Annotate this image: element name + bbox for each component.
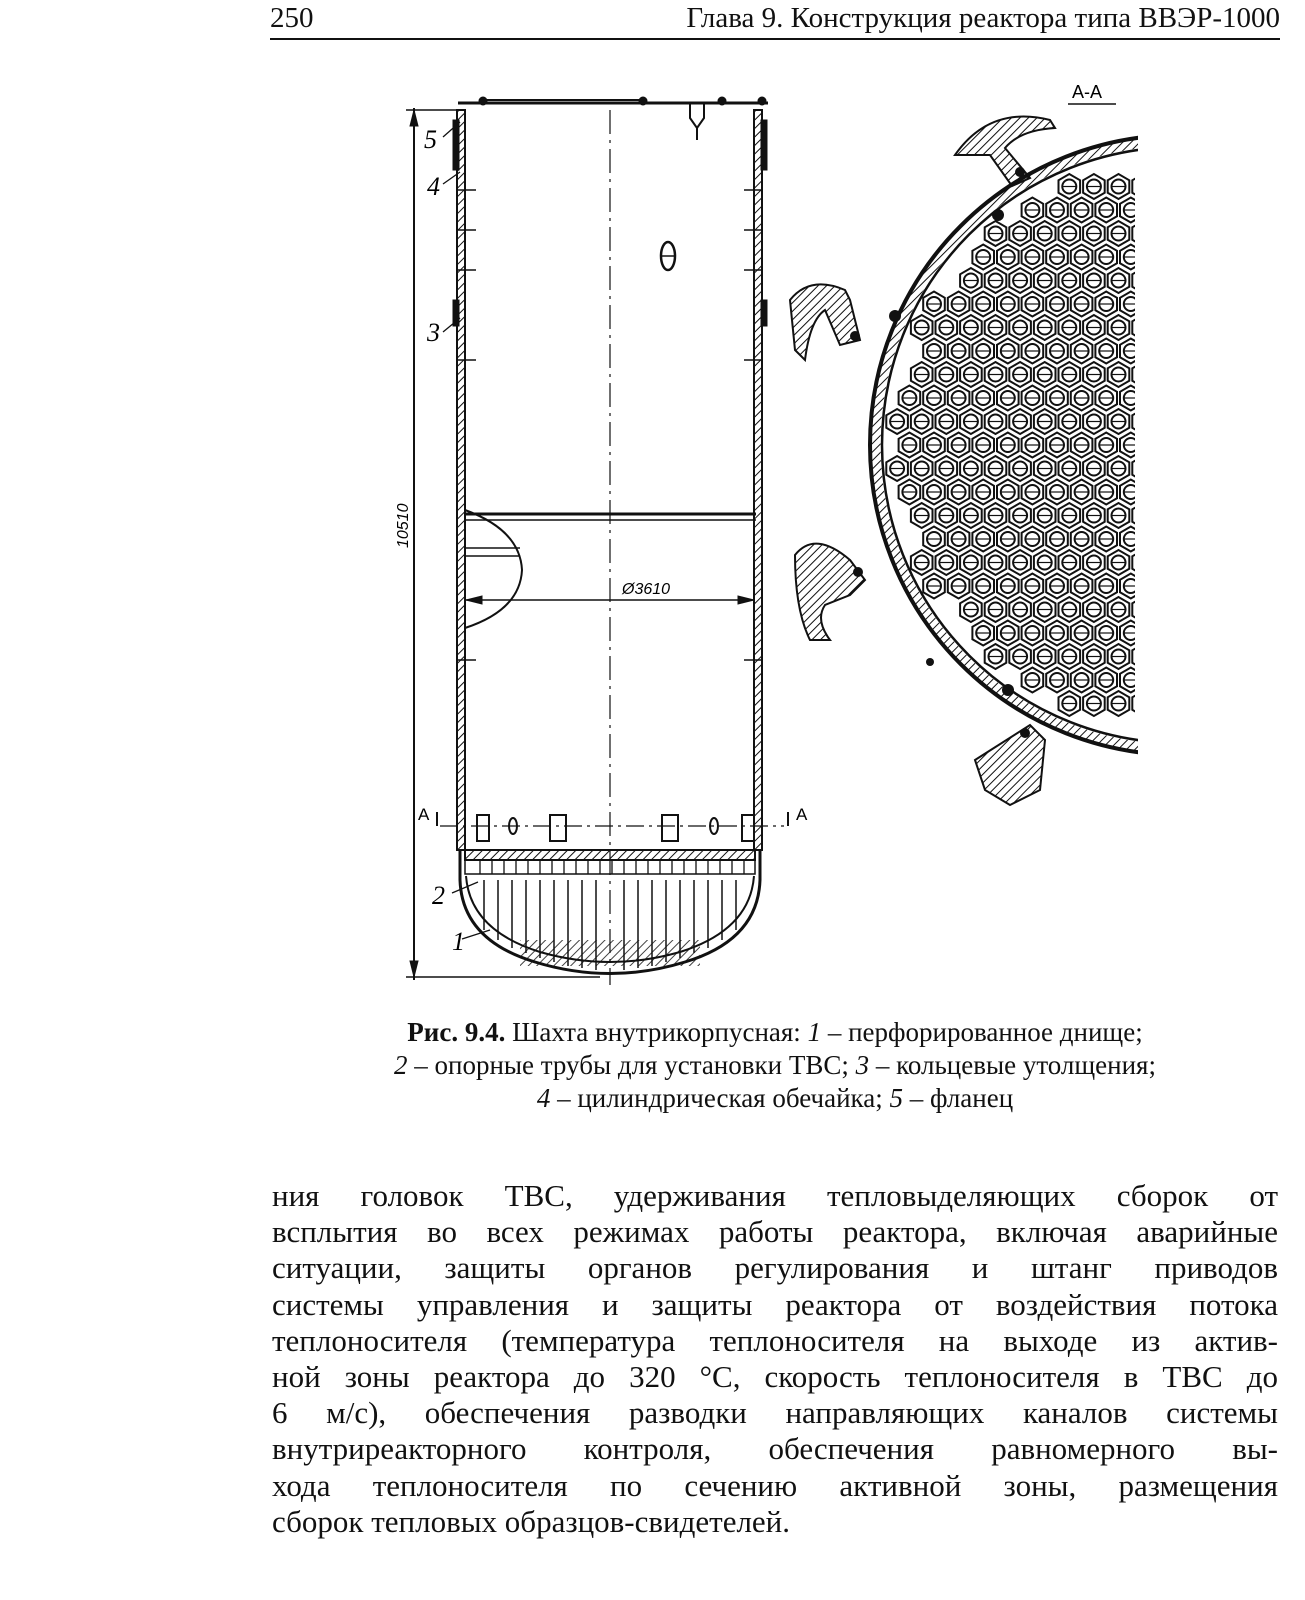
caption-figure-ref: Рис. 9.4. [407, 1017, 506, 1047]
fuel-assembly-cell [1145, 198, 1167, 223]
fuel-assembly-cell [1145, 433, 1167, 458]
fuel-assembly-cell [1132, 362, 1154, 387]
label-height-dimension: 10510 [395, 503, 412, 548]
fuel-assembly-core [1173, 579, 1187, 593]
fuel-assembly-core [1185, 603, 1199, 617]
fuel-assembly-core [1173, 626, 1187, 640]
fuel-assembly-core [1148, 626, 1162, 640]
fuel-assembly-cell [1169, 245, 1191, 270]
fuel-assembly-core [1173, 438, 1187, 452]
fuel-assembly-cell [1182, 456, 1204, 481]
fuel-assembly-core [1136, 415, 1150, 429]
fuel-assembly-cell [1157, 691, 1179, 716]
fuel-assembly-cell [1132, 174, 1154, 199]
fuel-assembly-core [1148, 297, 1162, 311]
fuel-assembly-cell [1182, 691, 1204, 716]
fuel-assembly-cell [1157, 174, 1179, 199]
fuel-assembly-cell [1145, 527, 1167, 552]
fuel-assembly-cell [1145, 668, 1167, 693]
body-line: хода теплоносителя по сечению активной зоны, размещения [272, 1467, 1278, 1503]
fuel-assembly-cell [1182, 174, 1204, 199]
fuel-assembly-core [1161, 227, 1175, 241]
fuel-assembly-cell [1169, 151, 1191, 176]
fuel-assembly-cell [1132, 315, 1154, 340]
fuel-assembly-core [1161, 180, 1175, 194]
fuel-assembly-cell [1132, 550, 1154, 575]
fuel-assembly-core [1185, 556, 1199, 570]
fuel-assembly-core [1148, 673, 1162, 687]
body-paragraph [272, 1178, 1278, 1540]
fuel-assembly-core [1173, 532, 1187, 546]
fuel-assembly-cell [1157, 644, 1179, 669]
fuel-assembly-cell [1132, 691, 1154, 716]
fuel-assembly-cell [1157, 456, 1179, 481]
fuel-assembly-cell [1132, 221, 1154, 246]
fuel-assembly-cell [1182, 597, 1204, 622]
fuel-assembly-core [1173, 156, 1187, 170]
shaft-side-view [406, 97, 788, 985]
caption-item-1: – перфорированное днище; [821, 1017, 1143, 1047]
fuel-assembly-cell [1145, 339, 1167, 364]
fuel-assembly-core [1161, 321, 1175, 335]
section-a-a-view [790, 82, 1305, 805]
fuel-assembly-core [1173, 720, 1187, 734]
label-part-4: 4 [427, 172, 440, 201]
fuel-assembly-core [1161, 509, 1175, 523]
fuel-assembly-core [1173, 203, 1187, 217]
body-line: внутриреакторного контроля, обеспечения равномерного вы- [272, 1431, 1278, 1467]
fuel-assembly-core [1136, 603, 1150, 617]
fuel-assembly-cell [1132, 644, 1154, 669]
figure-caption [270, 1016, 1280, 1115]
fuel-assembly-core [1161, 650, 1175, 664]
fuel-assembly-cell [1169, 480, 1191, 505]
fuel-assembly-cell [1145, 574, 1167, 599]
fuel-assembly-cell [1132, 597, 1154, 622]
fuel-assembly-core [1136, 368, 1150, 382]
label-section-title: А-А [1072, 82, 1103, 102]
fuel-assembly-cell [1157, 550, 1179, 575]
fuel-assembly-core [1185, 509, 1199, 523]
fuel-assembly-cell [1169, 668, 1191, 693]
body-line: сборок тепловых образцов-свидетелей. [272, 1503, 791, 1539]
label-section-left: А [418, 805, 430, 824]
fuel-assembly-core [1161, 603, 1175, 617]
fuel-assembly-cell [1182, 268, 1204, 293]
fuel-assembly-core [1161, 368, 1175, 382]
fuel-assembly-core [1173, 391, 1187, 405]
label-part-5: 5 [424, 125, 437, 154]
fuel-assembly-core [1148, 391, 1162, 405]
fuel-assembly-cell [1169, 339, 1191, 364]
fuel-assembly-core [1185, 321, 1199, 335]
label-part-2: 2 [432, 881, 445, 910]
fuel-assembly-cell [1132, 503, 1154, 528]
fuel-assembly-cell [1169, 621, 1191, 646]
fuel-assembly-cell [1182, 644, 1204, 669]
body-line: 6 м/с), обеспечения разводки направляющих каналов системы [272, 1395, 1278, 1431]
body-line: всплытия во всех режимах работы реактора, включая аварийные [272, 1214, 1278, 1250]
fuel-assembly-cell [1157, 597, 1179, 622]
fuel-assembly-cell [1157, 503, 1179, 528]
caption-num-2: 2 [394, 1050, 408, 1080]
caption-item-4: – цилиндрическая обечайка; [550, 1083, 890, 1113]
running-header [270, 2, 1280, 40]
fuel-assembly-core [1161, 697, 1175, 711]
caption-num-4: 4 [536, 1083, 551, 1113]
label-section-right: А [796, 805, 808, 824]
fuel-assembly-core [1173, 485, 1187, 499]
fuel-assembly-cell [1132, 268, 1154, 293]
fuel-assembly-cell [1157, 268, 1179, 293]
fuel-assembly-core [1136, 180, 1150, 194]
fuel-assembly-cell [1145, 621, 1167, 646]
fuel-assembly-cell [1169, 527, 1191, 552]
fuel-assembly-cell [1169, 715, 1191, 740]
fuel-assembly-core [1136, 321, 1150, 335]
fuel-assembly-core [1161, 415, 1175, 429]
fuel-assembly-core [1161, 556, 1175, 570]
label-part-3: 3 [427, 318, 440, 347]
fuel-assembly-core [1136, 274, 1150, 288]
body-line: ной зоны реактора до 320 °С, скорость теплоносителя в ТВС до [272, 1359, 1278, 1395]
label-diameter-dimension: Ø3610 [622, 581, 671, 598]
fuel-assembly-cell [1169, 433, 1191, 458]
fuel-assembly-cell [1132, 456, 1154, 481]
fuel-assembly-core [1185, 415, 1199, 429]
fuel-assembly-cell [1182, 362, 1204, 387]
caption-title: Шахта внутрикорпусная: [505, 1017, 808, 1047]
fuel-assembly-cell [1169, 386, 1191, 411]
fuel-assembly-core [1173, 297, 1187, 311]
fuel-assembly-core [1148, 579, 1162, 593]
fuel-assembly-core [1148, 203, 1162, 217]
fuel-assembly-core [1173, 250, 1187, 264]
body-line: ситуации, защиты органов регулирования и штанг приводов [272, 1250, 1278, 1286]
fuel-assembly-cell [1182, 550, 1204, 575]
fuel-assembly-core [1136, 556, 1150, 570]
fuel-assembly-cell [1145, 480, 1167, 505]
fuel-assembly-cell [1182, 503, 1204, 528]
fuel-assembly-core [1161, 274, 1175, 288]
caption-item-2: – опорные трубы для установки ТВС; [407, 1050, 856, 1080]
fuel-assembly-cell [1157, 409, 1179, 434]
page-number: 250 [270, 2, 314, 34]
fuel-assembly-core [1136, 509, 1150, 523]
label-part-1: 1 [452, 927, 465, 956]
body-line: теплоносителя (температура теплоносителя на выходе из актив- [272, 1322, 1278, 1358]
fuel-assembly-core [1161, 462, 1175, 476]
fuel-assembly-cell [1157, 362, 1179, 387]
fuel-assembly-cell [1169, 574, 1191, 599]
fuel-assembly-cell [1132, 409, 1154, 434]
fuel-assembly-core [1173, 344, 1187, 358]
fuel-assembly-core [1136, 227, 1150, 241]
fuel-assembly-core [1148, 156, 1162, 170]
fuel-assembly-cell [1182, 221, 1204, 246]
caption-num-3: 3 [855, 1050, 870, 1080]
fuel-assembly-cell [1145, 151, 1167, 176]
figure-drawing [0, 75, 1305, 1005]
fuel-assembly-core [1185, 650, 1199, 664]
caption-num-1: 1 [807, 1017, 822, 1047]
fuel-assembly-core [1136, 650, 1150, 664]
fuel-assembly-core [1185, 368, 1199, 382]
fuel-assembly-core [1185, 462, 1199, 476]
fuel-assembly-core [1148, 532, 1162, 546]
fuel-assembly-cell [1169, 198, 1191, 223]
fuel-assembly-core [1185, 697, 1199, 711]
fuel-assembly-core [1185, 227, 1199, 241]
body-line: ния головок ТВС, удерживания тепловыделяющих сборок от [272, 1178, 1278, 1213]
fuel-assembly-core [1148, 438, 1162, 452]
caption-item-3: – кольцевые утолщения; [869, 1050, 1156, 1080]
caption-num-5: 5 [889, 1083, 903, 1113]
fuel-assembly-core [1148, 720, 1162, 734]
fuel-assembly-core [1185, 274, 1199, 288]
chapter-title: Глава 9. Конструкция реактора типа ВВЭР-1000 [686, 2, 1280, 34]
fuel-assembly-core [1136, 697, 1150, 711]
fuel-assembly-core [1136, 462, 1150, 476]
fuel-assembly-core [1148, 344, 1162, 358]
fuel-assembly-cell [1182, 315, 1204, 340]
fuel-assembly-cell [1145, 715, 1167, 740]
fuel-assembly-core [1148, 485, 1162, 499]
fuel-assembly-cell [1182, 409, 1204, 434]
caption-item-5: – фланец [903, 1083, 1014, 1113]
fuel-assembly-core [1173, 673, 1187, 687]
fuel-assembly-cell [1145, 245, 1167, 270]
body-line: системы управления и защиты реактора от воздействия потока [272, 1286, 1278, 1322]
fuel-assembly-cell [1145, 386, 1167, 411]
fuel-assembly-cell [1145, 292, 1167, 317]
fuel-assembly-cell [1169, 292, 1191, 317]
fuel-assembly-cell [1157, 315, 1179, 340]
fuel-assembly-cell [1157, 221, 1179, 246]
fuel-assembly-core [1148, 250, 1162, 264]
fuel-assembly-core [1185, 180, 1199, 194]
